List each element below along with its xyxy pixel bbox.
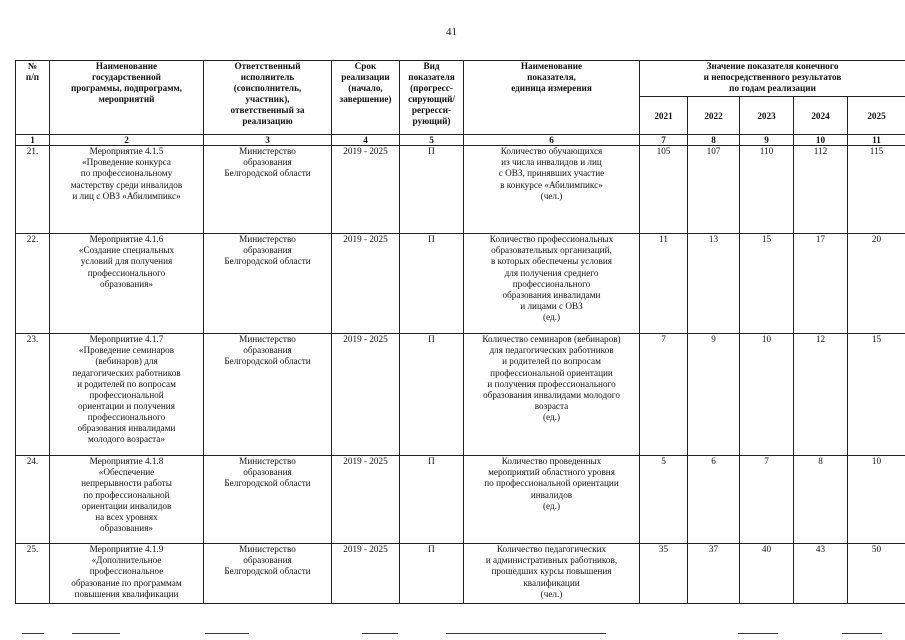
header-year: 2021 [640, 97, 688, 135]
header-kind: Вид показателя (прогресс- сирующий/ регресси- рующий) [400, 61, 464, 135]
executor: Министерство образования Белгородской области [204, 234, 332, 334]
indicator-name: Количество педагогических и административных работников, прошедших курсы повышения квалификации (чел.) [464, 544, 640, 604]
row-number: 22. [16, 234, 50, 334]
value-cell: 11 [640, 234, 688, 334]
scan-artifact [362, 633, 398, 634]
header-indicator: Наименование показателя, единица измерения [464, 61, 640, 135]
measure-name: Мероприятие 4.1.9 «Дополнительное профессиональное образование по программам повышения квалификации [50, 544, 204, 604]
value-cell: 43 [794, 544, 848, 604]
value-cell: 112 [794, 146, 848, 234]
table-row [16, 334, 905, 456]
indicator-name: Количество семинаров (вебинаров) для педагогических работников и родителей по вопросам профессиональной ориентации и получения профессионального образования инвалидами молодого возраста (ед.) [464, 334, 640, 456]
value-cell: 50 [848, 544, 905, 604]
column-number: 9 [740, 135, 794, 146]
value-cell: 8 [794, 456, 848, 544]
column-number: 3 [204, 135, 332, 146]
value-cell: 20 [848, 234, 905, 334]
executor: Министерство образования Белгородской области [204, 146, 332, 234]
header-num: № п/п [16, 61, 50, 135]
column-number: 7 [640, 135, 688, 146]
term: 2019 - 2025 [332, 234, 400, 334]
row-number: 24. [16, 456, 50, 544]
column-number: 5 [400, 135, 464, 146]
column-number: 4 [332, 135, 400, 146]
indicator-kind: П [400, 456, 464, 544]
indicators-table [15, 60, 905, 604]
header-executor: Ответственный исполнитель (соисполнитель, участник), ответственный за реализацию [204, 61, 332, 135]
value-cell: 37 [688, 544, 740, 604]
value-cell: 35 [640, 544, 688, 604]
measure-name: Мероприятие 4.1.5 «Проведение конкурса по профессиональному мастерству среди инвалидов и лиц с ОВЗ «Абилимпикс» [50, 146, 204, 234]
measure-name: Мероприятие 4.1.6 «Создание специальных условий для получения профессионального образования» [50, 234, 204, 334]
scan-artifact [72, 633, 120, 634]
scan-artifact [738, 633, 778, 634]
scan-artifact [22, 633, 44, 634]
row-number: 25. [16, 544, 50, 604]
header-values-group: Значение показателя конечного и непосредственного результатов по годам реализации [640, 61, 905, 97]
measure-name: Мероприятие 4.1.8 «Обеспечение непрерывности работы по профессиональной ориентации инвалидов на всех уровнях образования» [50, 456, 204, 544]
value-cell: 7 [640, 334, 688, 456]
indicator-kind: П [400, 544, 464, 604]
value-cell: 15 [848, 334, 905, 456]
value-cell: 40 [740, 544, 794, 604]
value-cell: 115 [848, 146, 905, 234]
table-row [16, 146, 905, 234]
indicator-name: Количество профессиональных образовательных организаций, в которых обеспечены условия для получения среднего профессионального образования инвалидами и лицами с ОВЗ (ед.) [464, 234, 640, 334]
value-cell: 110 [740, 146, 794, 234]
value-cell: 10 [848, 456, 905, 544]
executor: Министерство образования Белгородской области [204, 334, 332, 456]
indicator-kind: П [400, 234, 464, 334]
indicator-kind: П [400, 334, 464, 456]
value-cell: 13 [688, 234, 740, 334]
column-numbers-row [16, 135, 905, 146]
indicator-kind: П [400, 146, 464, 234]
page-number: 41 [446, 26, 457, 38]
header-row-1 [16, 61, 905, 97]
indicator-name: Количество проведенных мероприятий областного уровня по профессиональной ориентации инвалидов (ед.) [464, 456, 640, 544]
column-number: 11 [848, 135, 905, 146]
value-cell: 17 [794, 234, 848, 334]
measure-name: Мероприятие 4.1.7 «Проведение семинаров (вебинаров) для педагогических работников и родителей по вопросам профессиональной ориентации и получения профессионального образования инвалидами молодого возраста» [50, 334, 204, 456]
scan-artifact [205, 633, 249, 634]
column-number: 1 [16, 135, 50, 146]
value-cell: 5 [640, 456, 688, 544]
header-year: 2025 [848, 97, 905, 135]
column-number: 2 [50, 135, 204, 146]
value-cell: 10 [740, 334, 794, 456]
value-cell: 105 [640, 146, 688, 234]
value-cell: 6 [688, 456, 740, 544]
table-row [16, 234, 905, 334]
column-number: 10 [794, 135, 848, 146]
value-cell: 15 [740, 234, 794, 334]
table-row [16, 456, 905, 544]
scan-artifact [842, 633, 882, 634]
header-year: 2024 [794, 97, 848, 135]
column-number: 8 [688, 135, 740, 146]
header-year: 2022 [688, 97, 740, 135]
term: 2019 - 2025 [332, 456, 400, 544]
value-cell: 107 [688, 146, 740, 234]
row-number: 21. [16, 146, 50, 234]
column-number: 6 [464, 135, 640, 146]
term: 2019 - 2025 [332, 146, 400, 234]
table-row [16, 544, 905, 604]
scan-artifact [446, 633, 606, 634]
term: 2019 - 2025 [332, 334, 400, 456]
header-year: 2023 [740, 97, 794, 135]
term: 2019 - 2025 [332, 544, 400, 604]
row-number: 23. [16, 334, 50, 456]
value-cell: 7 [740, 456, 794, 544]
header-name: Наименование государственной программы, подпрограмм, мероприятий [50, 61, 204, 135]
header-term: Срок реализации (начало, завершение) [332, 61, 400, 135]
value-cell: 12 [794, 334, 848, 456]
indicator-name: Количество обучающихся из числа инвалидов и лиц с ОВЗ, принявших участие в конкурсе «Абилимпикс» (чел.) [464, 146, 640, 234]
executor: Министерство образования Белгородской области [204, 456, 332, 544]
executor: Министерство образования Белгородской области [204, 544, 332, 604]
value-cell: 9 [688, 334, 740, 456]
